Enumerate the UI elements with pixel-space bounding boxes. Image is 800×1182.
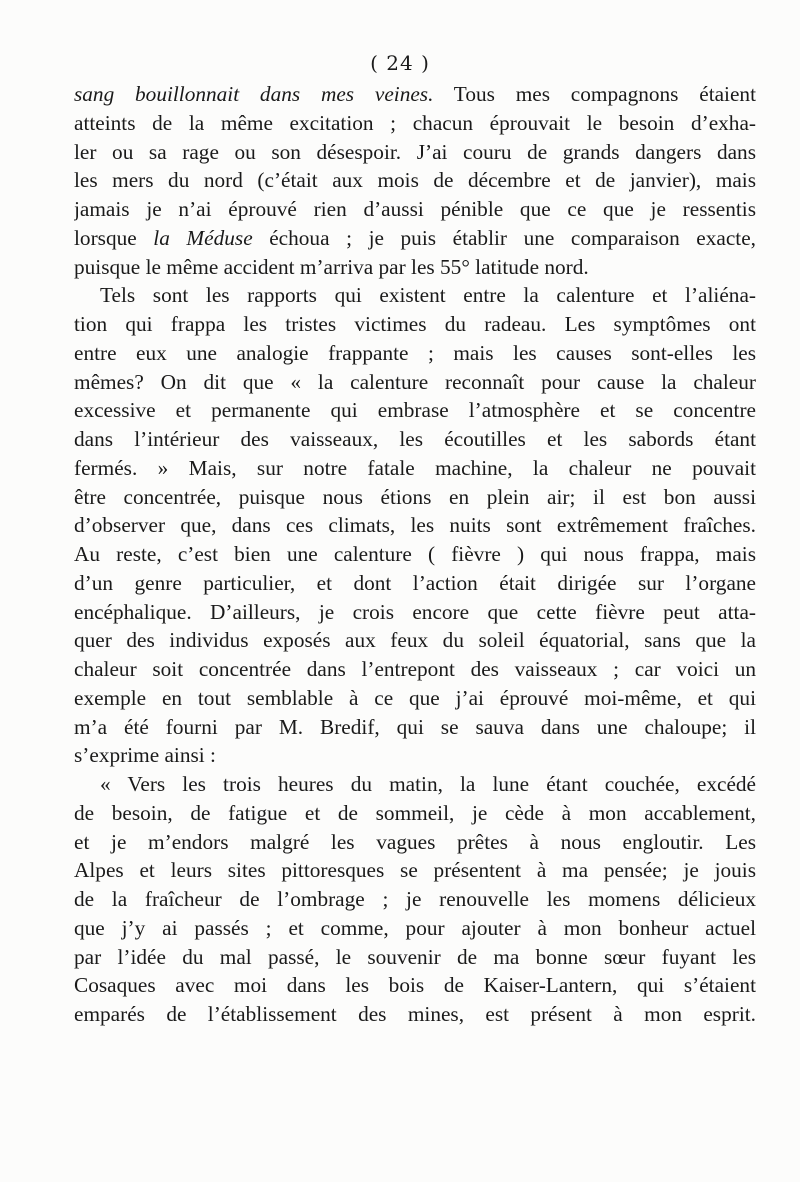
text-line: Au reste, c’est bien une calenture ( fièvre ) qui nous frappa, mais [74,542,756,566]
text-line: quer des individus exposés aux feux du soleil équatorial, sans que la [74,628,756,653]
text-line: les mers du nord (c’était aux mois de décembre et de janvier), mais [74,168,756,193]
text-line: être concentrée, puisque nous étions en plein air; il est bon aussi [74,484,756,509]
text-line: emparés de l’établissement des mines, est présent à mon esprit. [74,1002,756,1026]
line-text: échoua ; je puis établir une comparaison exacte, [252,225,756,250]
text-line: encéphalique. D’ailleurs, je crois encore que cette fièvre peut atta- [74,599,756,624]
text-line: par l’idée du mal passé, le souvenir de ma bonne sœur fuyant les [74,944,756,969]
line-text: lorsque [74,225,154,250]
text-line: et je m’endors malgré les vagues prêtes à nous engloutir. Les [74,829,756,854]
text-line: s’exprime ainsi : [74,743,216,768]
text-line: exemple en tout semblable à ce que j’ai éprouvé moi-même, et qui [74,685,756,710]
text-line [74,80,756,109]
italic-text: sang bouillonnait dans mes veines. [74,82,434,106]
text-line: tion qui frappa les tristes victimes du radeau. Les symptômes ont [74,312,756,336]
text-line: « Vers les trois heures du matin, la lune étant couchée, excédé [100,772,756,796]
text-line: entre eux une analogie frappante ; mais les causes sont-elles les [74,340,756,365]
text-line: d’observer que, dans ces climats, les nuits sont extrêmement fraîches. [74,513,756,538]
text-line: puisque le même accident m’arriva par les 55° latitude nord. [74,254,589,279]
text-line: de besoin, de fatigue et de sommeil, je cède à mon accablement, [74,800,756,825]
text-line: fermés. » Mais, sur notre fatale machine, la chaleur ne pouvait [74,455,756,480]
text-line: ler ou sa rage ou son désespoir. J’ai couru de grands dangers dans [74,139,756,164]
paragraph-2 [74,281,756,770]
paragraph-3 [74,770,756,1029]
text-line: m’a été fourni par M. Bredif, qui se sauva dans une chaloupe; il [74,714,756,739]
text-line: chaleur soit concentrée dans l’entrepont des vaisseaux ; car voici un [74,657,756,681]
line-text: Tous mes compagnons étaient [433,82,756,106]
text-line: dans l’intérieur des vaisseaux, les écoutilles et les sabords étant [74,427,756,451]
text-line: excessive et permanente qui embrase l’atmosphère et se concentre [74,398,756,423]
text-line: jamais je n’ai éprouvé rien d’aussi pénible que ce que je ressentis [74,197,756,221]
text-line: atteints de la même excitation ; chacun éprouvait le besoin d’exha- [74,110,756,135]
text-line: Alpes et leurs sites pittoresques se présentent à ma pensée; je jouis [74,858,756,883]
text-line: mêmes? On dit que « la calenture reconnaît pour cause la chaleur [74,369,756,394]
text-line: Tels sont les rapports qui existent entre la calenture et l’aliéna- [100,283,756,308]
text-line: que j’y ai passés ; et comme, pour ajouter à mon bonheur actuel [74,915,756,940]
text-line: Cosaques avec moi dans les bois de Kaiser-Lantern, qui s’étaient [74,973,756,998]
text-line: d’un genre particulier, et dont l’action était dirigée sur l’organe [74,570,756,595]
paragraph-1 [74,80,756,281]
italic-text: la Méduse [153,225,253,250]
text-line [74,224,756,253]
text-line: de la fraîcheur de l’ombrage ; je renouvelle les momens délicieux [74,887,756,911]
page-number: ( 24 ) [370,51,430,75]
body-text [74,80,756,1029]
